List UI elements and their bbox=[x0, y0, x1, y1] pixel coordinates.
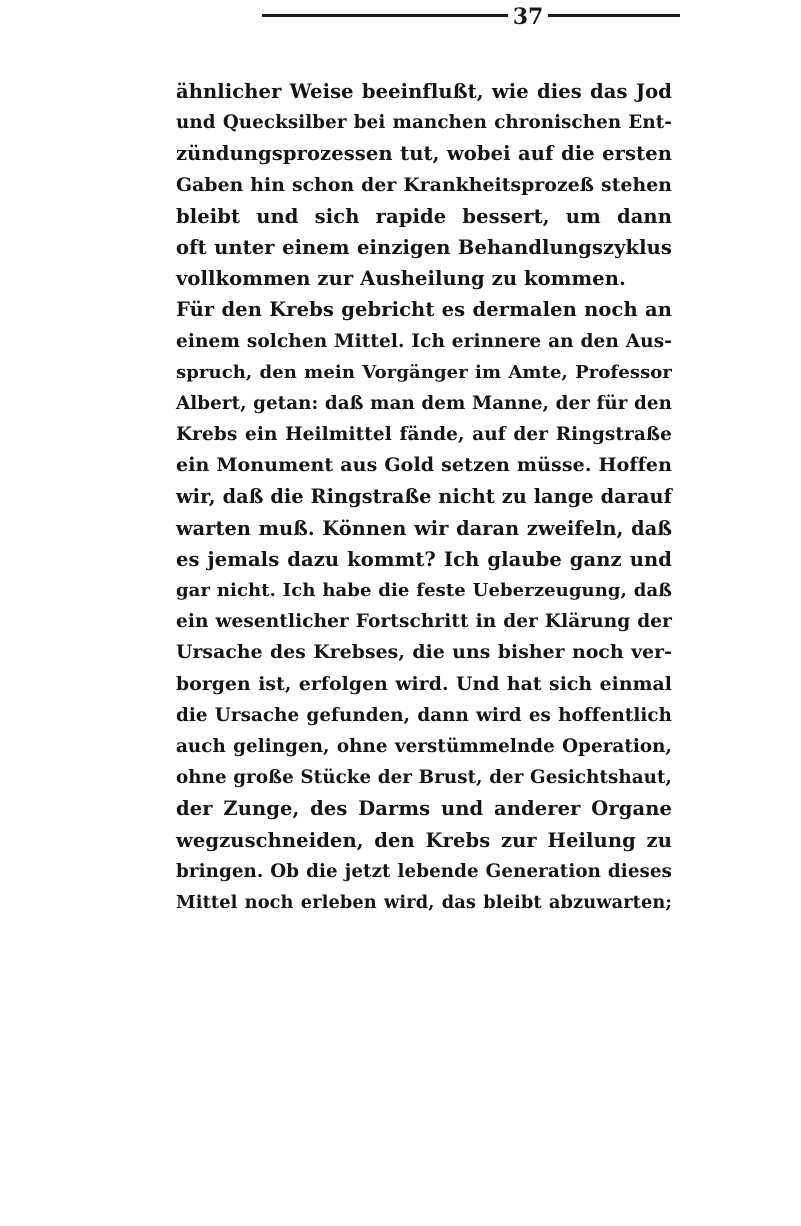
text-line: vollkommen zur Ausheilung zu kommen. bbox=[176, 267, 626, 291]
text-line: der Zunge, des Darms und anderer Organe bbox=[176, 797, 672, 821]
text-line: Mittel noch erleben wird, das bleibt abzuwarten; bbox=[176, 891, 672, 913]
body-text bbox=[176, 76, 672, 918]
text-line: Albert, getan: daß man dem Manne, der für den bbox=[176, 392, 672, 414]
text-line: auch gelingen, ohne verstümmelnde Operation, bbox=[176, 735, 672, 757]
text-line: die Ursache gefunden, dann wird es hoffentlich bbox=[176, 704, 672, 726]
text-line: ähnlicher Weise beeinflußt, wie dies das Jod bbox=[176, 80, 672, 103]
text-line: ein Monument aus Gold setzen müsse. Hoffen bbox=[176, 454, 672, 477]
text-line: Gaben hin schon der Krankheitsprozeß stehen bbox=[176, 173, 672, 196]
text-line: Krebs ein Heilmittel fände, auf der Ringstraße bbox=[176, 424, 672, 446]
text-line: ein wesentlicher Fortschritt in der Klärung der bbox=[176, 611, 672, 633]
text-line: bleibt und sich rapide bessert, um dann bbox=[176, 204, 672, 228]
text-line: oft unter einem einzigen Behandlungszyklus bbox=[176, 235, 672, 259]
text-line: borgen ist, erfolgen wird. Und hat sich einmal bbox=[176, 672, 672, 695]
text-line: einem solchen Mittel. Ich erinnere an den Aus- bbox=[176, 330, 672, 352]
text-line: wir, daß die Ringstraße nicht zu lange darauf bbox=[176, 485, 672, 509]
text-line: und Quecksilber bei manchen chronischen Ent- bbox=[176, 112, 672, 134]
text-line: gar nicht. Ich habe die feste Ueberzeugung, daß bbox=[176, 580, 672, 601]
text-line: bringen. Ob die jetzt lebende Generation dieses bbox=[176, 860, 672, 882]
text-line: wegzuschneiden, den Krebs zur Heilung zu bbox=[176, 828, 672, 852]
text-line: zündungsprozessen tut, wobei auf die ersten bbox=[176, 142, 672, 166]
text-line: ohne große Stücke der Brust, der Gesichtshaut, bbox=[176, 767, 672, 789]
text-line: spruch, den mein Vorgänger im Amte, Professor bbox=[176, 361, 672, 383]
page-number: 37 bbox=[508, 0, 548, 34]
text-line: Für den Krebs gebricht es dermalen noch an bbox=[176, 298, 672, 322]
text-line: Ursache des Krebses, die uns bisher noch ver- bbox=[176, 641, 672, 664]
text-line: es jemals dazu kommt? Ich glaube ganz und bbox=[176, 547, 672, 571]
text-line: warten muß. Können wir daran zweifeln, daß bbox=[176, 516, 672, 540]
